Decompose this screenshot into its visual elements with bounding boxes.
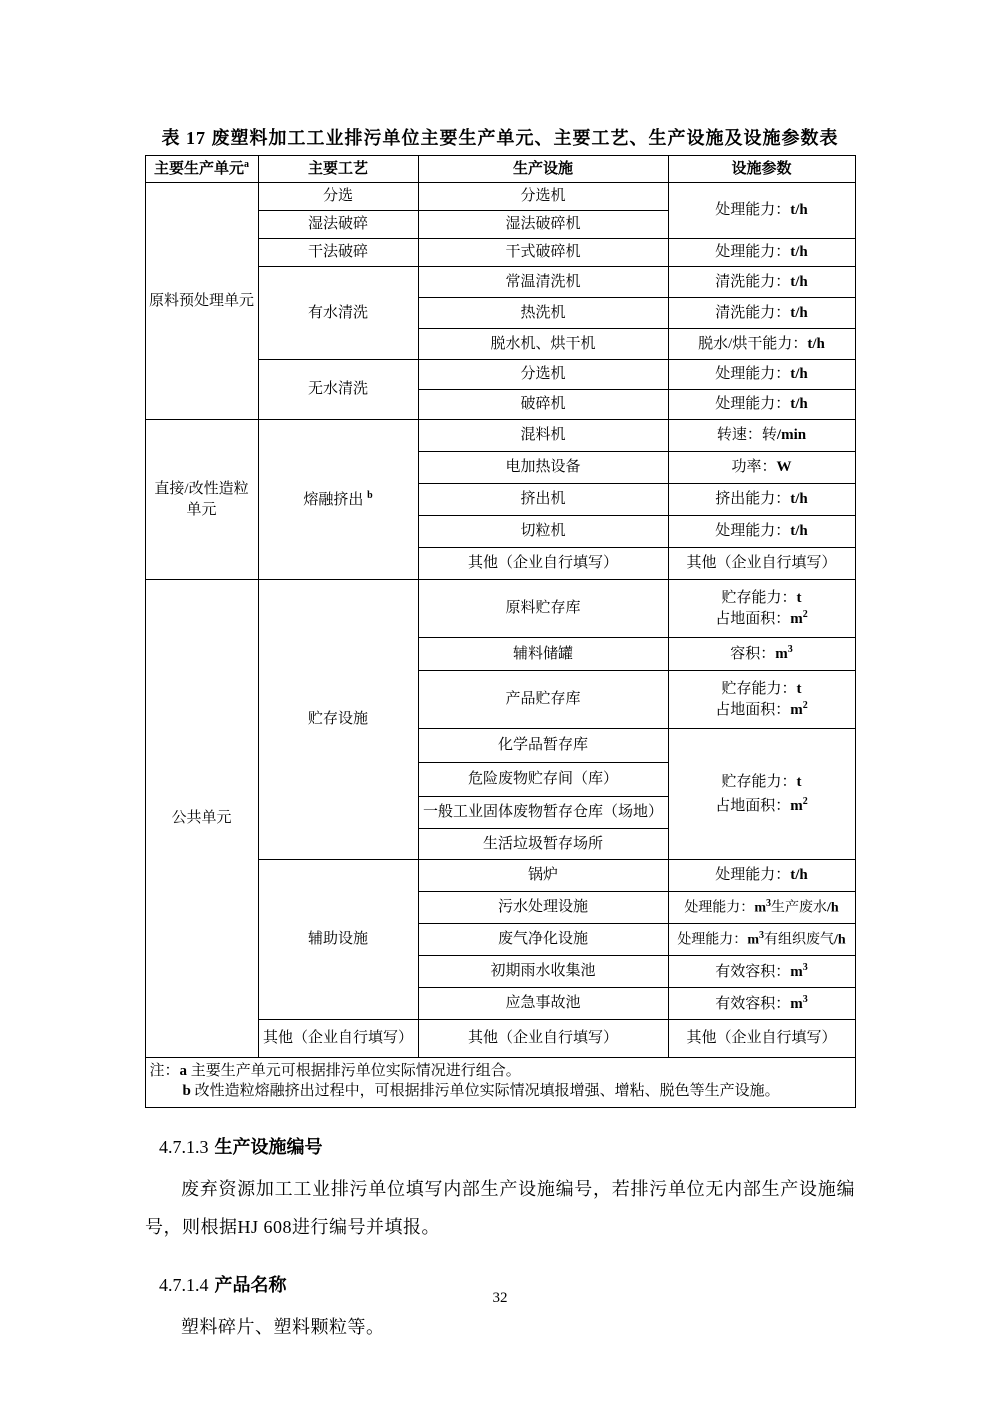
facility-cell: 分选机	[418, 360, 668, 390]
process-cell: 分选	[258, 183, 418, 211]
param-line: 贮存能力：t	[721, 680, 802, 697]
param-line: 清洗能力：t/h	[715, 273, 808, 290]
param-line: 功率：W	[731, 459, 792, 476]
facility-cell: 电加热设备	[418, 452, 668, 484]
facility-cell: 脱水机、烘干机	[418, 329, 668, 360]
param-cell	[668, 183, 855, 239]
facility-cell: 分选机	[418, 183, 668, 211]
table-title: 表 17 废塑料加工工业排污单位主要生产单元、主要工艺、生产设施及设施参数表	[161, 128, 839, 148]
process-cell: 湿法破碎	[258, 211, 418, 239]
param-cell	[668, 239, 855, 267]
param-line: 处理能力：$m^3$有组织废气/h	[677, 929, 846, 948]
param-line: 处理能力：t/h	[715, 244, 808, 261]
section-heading-4-7-1-3	[145, 1135, 855, 1159]
param-line: 脱水/烘干能力：t/h	[698, 335, 825, 352]
process-cell: 干法破碎	[258, 239, 418, 267]
section-title: 生产设施编号	[214, 1137, 323, 1157]
param-line: 容积：$m^3$	[730, 644, 793, 663]
facility-cell: 锅炉	[418, 860, 668, 892]
param-line: 有效容积：$m^3$	[715, 993, 808, 1012]
col-header-process: 主要工艺	[258, 156, 418, 183]
param-cell	[668, 516, 855, 548]
process-cell-storage: 贮存设施	[258, 580, 418, 860]
param-line: 处理能力：t/h	[715, 867, 808, 884]
table-row	[145, 580, 855, 638]
footnote-marker-a: a	[244, 159, 249, 171]
table-header-row	[145, 156, 855, 183]
facility-cell: 破碎机	[418, 390, 668, 420]
process-cell-waterless-washing: 无水清洗	[258, 360, 418, 420]
param-cell: 其他（企业自行填写）	[668, 1020, 855, 1058]
param-cell	[668, 298, 855, 329]
param-line: 处理能力：t/h	[715, 523, 808, 540]
table-notes-row	[145, 1058, 855, 1108]
section-number: 4.7.1.4	[159, 1275, 209, 1295]
param-line: 处理能力：t/h	[715, 366, 808, 383]
facility-cell: 挤出机	[418, 484, 668, 516]
note-b: b 改性造粒熔融挤出过程中，可根据排污单位实际情况填报增强、增粘、脱色等生产设施。	[182, 1083, 780, 1099]
param-cell	[668, 329, 855, 360]
param-line: 占地面积：$m^2$	[715, 609, 808, 627]
table-row	[145, 183, 855, 211]
process-cell-melt-extrusion: 熔融挤出 $^b$	[258, 420, 418, 580]
body-text	[145, 1135, 855, 1346]
facility-cell: 其他（企业自行填写）	[418, 548, 668, 580]
page-number: 32	[492, 1290, 508, 1306]
table-row	[145, 420, 855, 452]
param-cell	[668, 956, 855, 988]
param-line: 挤出能力：t/h	[715, 491, 808, 508]
process-cell-water-washing: 有水清洗	[258, 267, 418, 360]
param-line: 占地面积：$m^2$	[715, 796, 808, 814]
unit-cell-public: 公共单元	[145, 580, 258, 1058]
facility-cell: 常温清洗机	[418, 267, 668, 298]
param-line: 处理能力：t/h	[715, 202, 808, 219]
param-line: 处理能力：$m^3$生产废水/h	[684, 897, 839, 916]
facility-cell: 干式破碎机	[418, 239, 668, 267]
param-cell	[668, 988, 855, 1020]
col-header-main-unit: 主要生产单元$^a$	[145, 156, 258, 183]
facility-cell: 混料机	[418, 420, 668, 452]
facility-cell: 污水处理设施	[418, 892, 668, 924]
facility-cell: 初期雨水收集池	[418, 956, 668, 988]
param-cell	[668, 580, 855, 638]
param-cell	[668, 860, 855, 892]
facility-cell: 原料贮存库	[418, 580, 668, 638]
unit-cell-pretreatment: 原料预处理单元	[145, 183, 258, 420]
section-number: 4.7.1.3	[159, 1137, 209, 1157]
param-line: 有效容积：$m^3$	[715, 961, 808, 980]
param-line: 转速：转/min	[716, 427, 807, 444]
process-cell-other: 其他（企业自行填写）	[258, 1020, 418, 1058]
param-cell	[668, 484, 855, 516]
process-cell-auxiliary: 辅助设施	[258, 860, 418, 1020]
param-line: 贮存能力：t	[721, 589, 802, 606]
param-line: 贮存能力：t	[721, 773, 802, 790]
production-units-table	[145, 155, 856, 1108]
section-title: 产品名称	[214, 1275, 287, 1295]
footnote-marker-b: b	[367, 489, 373, 501]
param-cell	[668, 671, 855, 729]
param-cell	[668, 924, 855, 956]
facility-cell: 危险废物贮存间（库）	[418, 763, 668, 797]
col-header-param: 设施参数	[668, 156, 855, 183]
facility-cell: 化学品暂存库	[418, 729, 668, 763]
param-cell	[668, 729, 855, 860]
note-a: 注：a 主要生产单元可根据排污单位实际情况进行组合。	[149, 1063, 521, 1079]
param-cell	[668, 420, 855, 452]
param-cell	[668, 638, 855, 671]
param-cell	[668, 452, 855, 484]
paragraph-product-names: 塑料碎片、塑料颗粒等。	[181, 1317, 385, 1337]
paragraph-facility-numbering: 废弃资源加工工业排污单位填写内部生产设施编号，若排污单位无内部生产设施编号，则根据HJ 608进行编号并填报。	[145, 1179, 855, 1237]
col-header-facility: 生产设施	[418, 156, 668, 183]
facility-cell: 一般工业固体废物暂存仓库（场地）	[418, 797, 668, 829]
unit-cell-granulation: 直接/改性造粒单元	[145, 420, 258, 580]
facility-cell: 辅料储罐	[418, 638, 668, 671]
table-notes	[145, 1058, 855, 1108]
param-line: 处理能力：t/h	[715, 396, 808, 413]
param-line: 占地面积：$m^2$	[715, 700, 808, 718]
param-cell	[668, 390, 855, 420]
param-cell	[668, 892, 855, 924]
param-cell: 其他（企业自行填写）	[668, 548, 855, 580]
facility-cell: 热洗机	[418, 298, 668, 329]
facility-cell: 废气净化设施	[418, 924, 668, 956]
facility-cell: 应急事故池	[418, 988, 668, 1020]
param-line: 清洗能力：t/h	[715, 304, 808, 321]
facility-cell: 湿法破碎机	[418, 211, 668, 239]
facility-cell: 切粒机	[418, 516, 668, 548]
param-cell	[668, 360, 855, 390]
param-cell	[668, 267, 855, 298]
facility-cell: 其他（企业自行填写）	[418, 1020, 668, 1058]
facility-cell: 生活垃圾暂存场所	[418, 829, 668, 860]
facility-cell: 产品贮存库	[418, 671, 668, 729]
